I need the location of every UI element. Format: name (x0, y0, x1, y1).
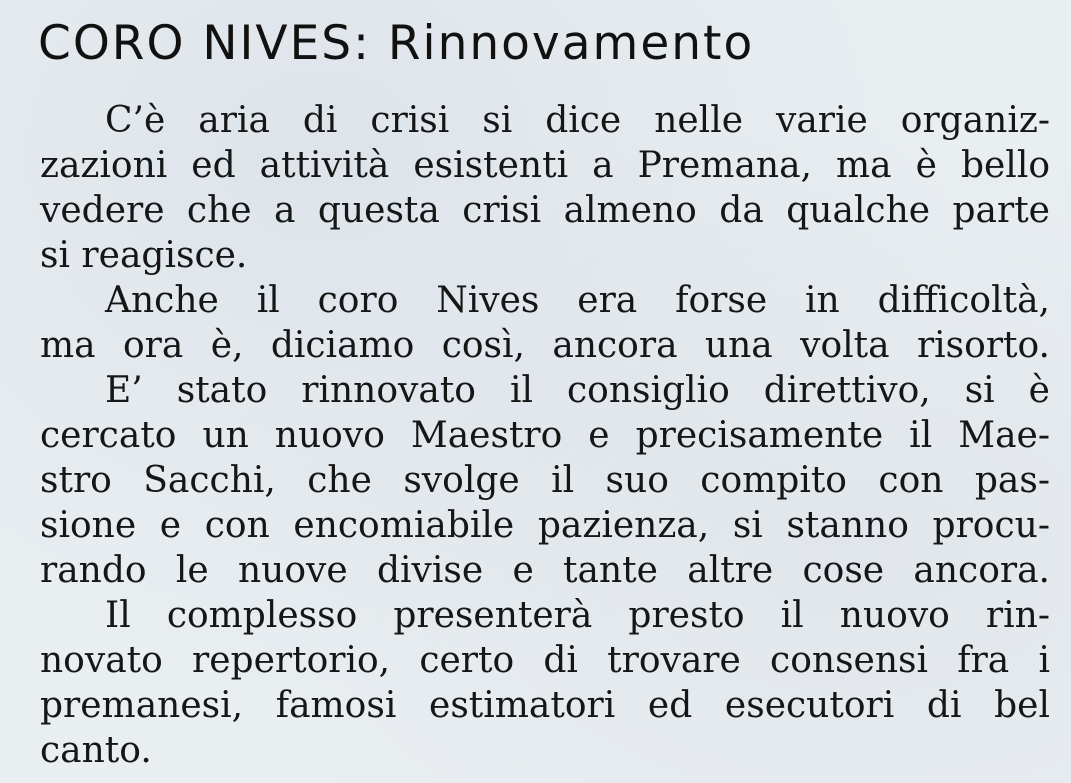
paragraph-line: C’è aria di crisi si dice nelle varie organiz- (105, 100, 1050, 141)
article-body (40, 98, 1050, 773)
paragraph-line: stro Sacchi, che svolge il suo compito con pas- (40, 460, 1050, 501)
paragraph-line: vedere che a questa crisi almeno da qualche parte (40, 190, 1050, 231)
paragraph-line: Il complesso presenterà presto il nuovo rin- (105, 595, 1050, 636)
paragraph-line: Anche il coro Nives era forse in difficoltà, (105, 280, 1050, 321)
paragraph-line: novato repertorio, certo di trovare consensi fra i (40, 640, 1050, 681)
paragraph-line: zazioni ed attività esistenti a Premana, ma è bello (40, 145, 1050, 186)
paragraph-line: rando le nuove divise e tante altre cose ancora. (40, 550, 1050, 591)
article-title: CORO NIVES: Rinnovamento (38, 16, 755, 71)
paragraph-line: canto. (40, 730, 152, 771)
paragraph-line: ma ora è, diciamo così, ancora una volta risorto. (40, 325, 1050, 366)
paragraph-line: cercato un nuovo Maestro e precisamente il Mae- (40, 415, 1050, 456)
paragraph-line: sione e con encomiabile pazienza, si stanno procu- (40, 505, 1050, 546)
paragraph-line: si reagisce. (40, 235, 248, 276)
paragraph-line: E’ stato rinnovato il consiglio direttivo, si è (105, 370, 1050, 411)
paragraph-line: premanesi, famosi estimatori ed esecutori di bel (40, 685, 1050, 726)
